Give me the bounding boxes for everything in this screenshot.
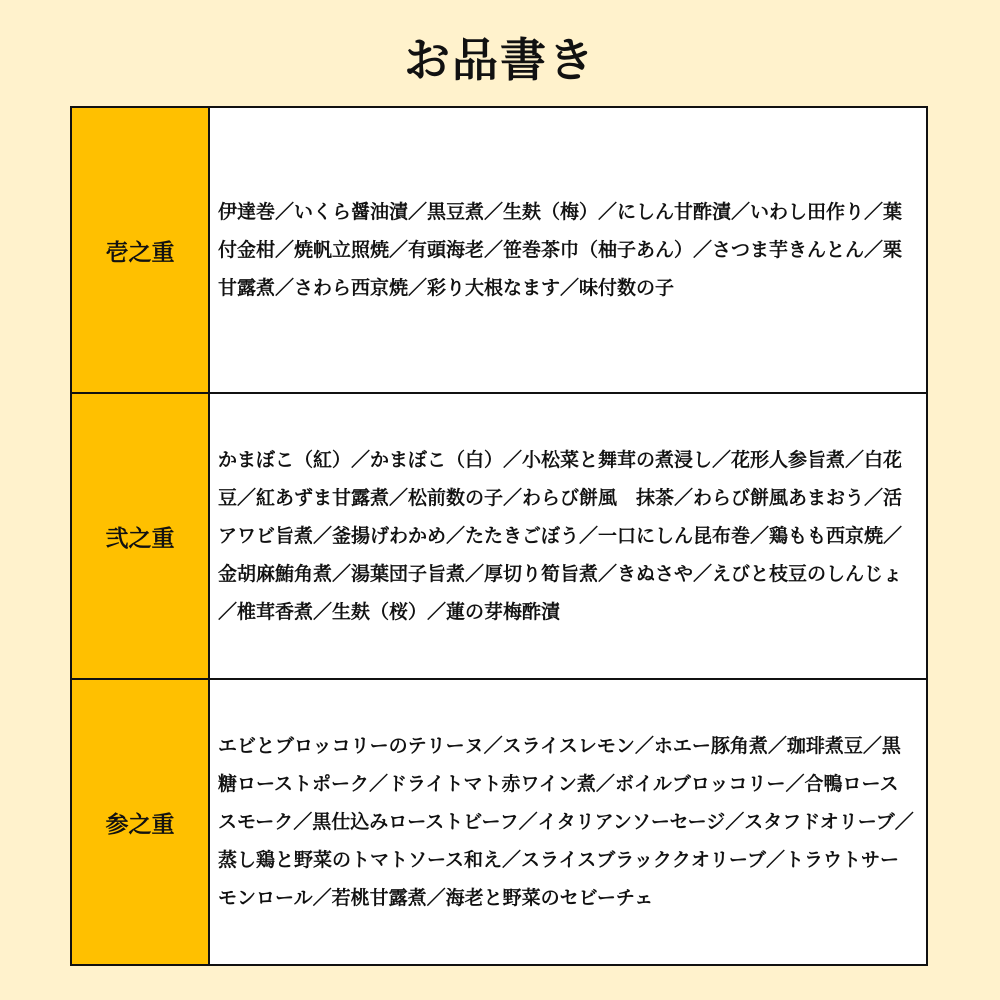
menu-table (70, 106, 928, 966)
page-title: お品書き (404, 33, 596, 87)
tier-row-3 (71, 679, 927, 965)
tier-label: 壱之重 (71, 107, 209, 393)
tier-row-2 (71, 393, 927, 679)
tier-items: 伊達巻／いくら醤油漬／黒豆煮／生麸（梅）／にしん甘酢漬／いわし田作り／葉付金柑／焼帆立照焼／有頭海老／笹巻茶巾（柚子あん）／さつま芋きんとん／栗甘露煮／さわら西京焼／彩り大根なます／味付数の子 (209, 107, 927, 393)
tier-items: エビとブロッコリーのテリーヌ／スライスレモン／ホエー豚角煮／珈琲煮豆／黒糖ローストポーク／ドライトマト赤ワイン煮／ボイルブロッコリー／合鴨ローススモーク／黒仕込みローストビーフ／イタリアンソーセージ／スタフドオリーブ／蒸し鶏と野菜のトマトソース和え／スライスブラッククオリーブ／トラウトサーモンロール／若桃甘露煮／海老と野菜のセビーチェ (209, 679, 927, 965)
tier-label: 参之重 (71, 679, 209, 965)
tier-items: かまぼこ（紅）／かまぼこ（白）／小松菜と舞茸の煮浸し／花形人参旨煮／白花豆／紅あずま甘露煮／松前数の子／わらび餅風 抹茶／わらび餅風あまおう／活アワビ旨煮／釜揚げわかめ／たたきごぼう／一口にしん昆布巻／鶏もも西京焼／金胡麻鮪角煮／湯葉団子旨煮／厚切り筍旨煮／きぬさや／えびと枝豆のしんじょ／椎茸香煮／生麸（桜）／蓮の芽梅酢漬 (209, 393, 927, 679)
tier-label: 弐之重 (71, 393, 209, 679)
tier-row-1 (71, 107, 927, 393)
